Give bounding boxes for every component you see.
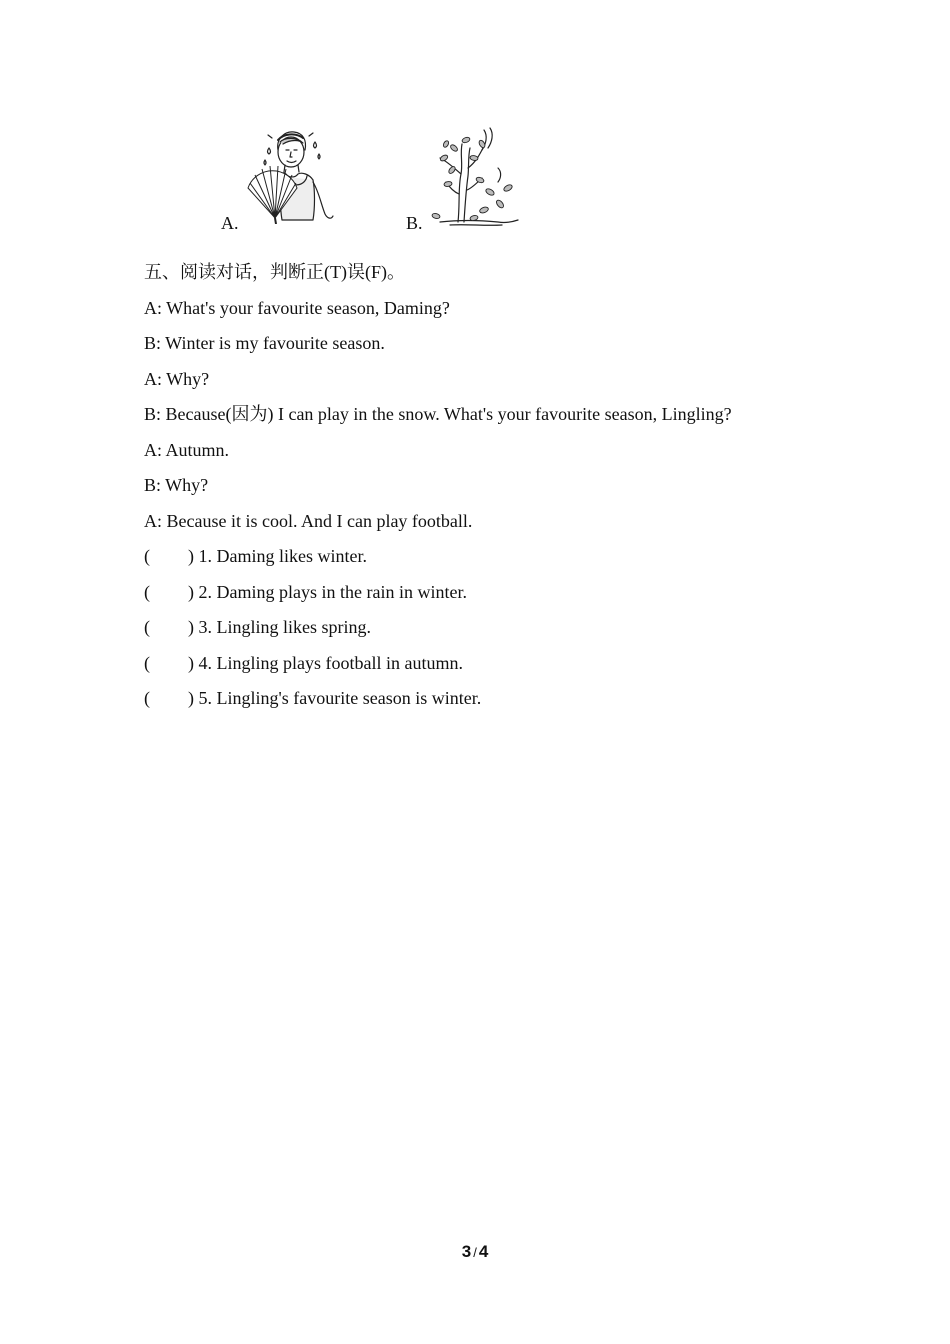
question-item: [144, 579, 844, 615]
dialogue-line: B: Winter is my favourite season.: [144, 333, 385, 353]
question-text: ) 3. Lingling likes spring.: [188, 617, 371, 637]
page-number: [0, 1242, 950, 1262]
question-item: [144, 650, 844, 686]
answer-blank[interactable]: (: [144, 581, 150, 602]
question-text: ) 1. Daming likes winter.: [188, 546, 367, 566]
reading-section: [144, 259, 844, 721]
dialogue-line: B: Why?: [144, 475, 209, 495]
question-item: [144, 614, 844, 650]
current-page: 3: [461, 1242, 472, 1261]
picture-a-label: A.: [221, 213, 239, 233]
question-text: ) 4. Lingling plays football in autumn.: [188, 652, 463, 673]
answer-blank[interactable]: (: [144, 546, 150, 566]
question-item: [144, 685, 844, 721]
question-text: ) 5. Lingling's favourite season is winter.: [188, 688, 482, 708]
dialogue-line: A: What's your favourite season, Daming?: [144, 297, 450, 318]
dialogue-line: B: Because(因为) I can play in the snow. What's your favourite season, Lingling?: [144, 404, 732, 424]
answer-blank[interactable]: (: [144, 688, 150, 708]
question-item: [144, 543, 844, 579]
section-heading: 五、阅读对话，判断正(T)误(F)。: [144, 262, 405, 282]
tree-with-falling-leaves-icon: [428, 124, 522, 232]
picture-b-label: B.: [406, 213, 423, 233]
dialogue-line: A: Autumn.: [144, 439, 230, 460]
answer-blank[interactable]: (: [144, 617, 150, 637]
page-separator: /: [473, 1245, 477, 1260]
total-pages: 4: [478, 1242, 489, 1261]
dialogue-line: A: Because it is cool. And I can play football.: [144, 510, 473, 531]
answer-blank[interactable]: (: [144, 652, 150, 673]
hot-man-with-fan-icon: [245, 128, 340, 224]
dialogue-line: A: Why?: [144, 368, 210, 389]
question-text: ) 2. Daming plays in the rain in winter.: [188, 581, 467, 602]
